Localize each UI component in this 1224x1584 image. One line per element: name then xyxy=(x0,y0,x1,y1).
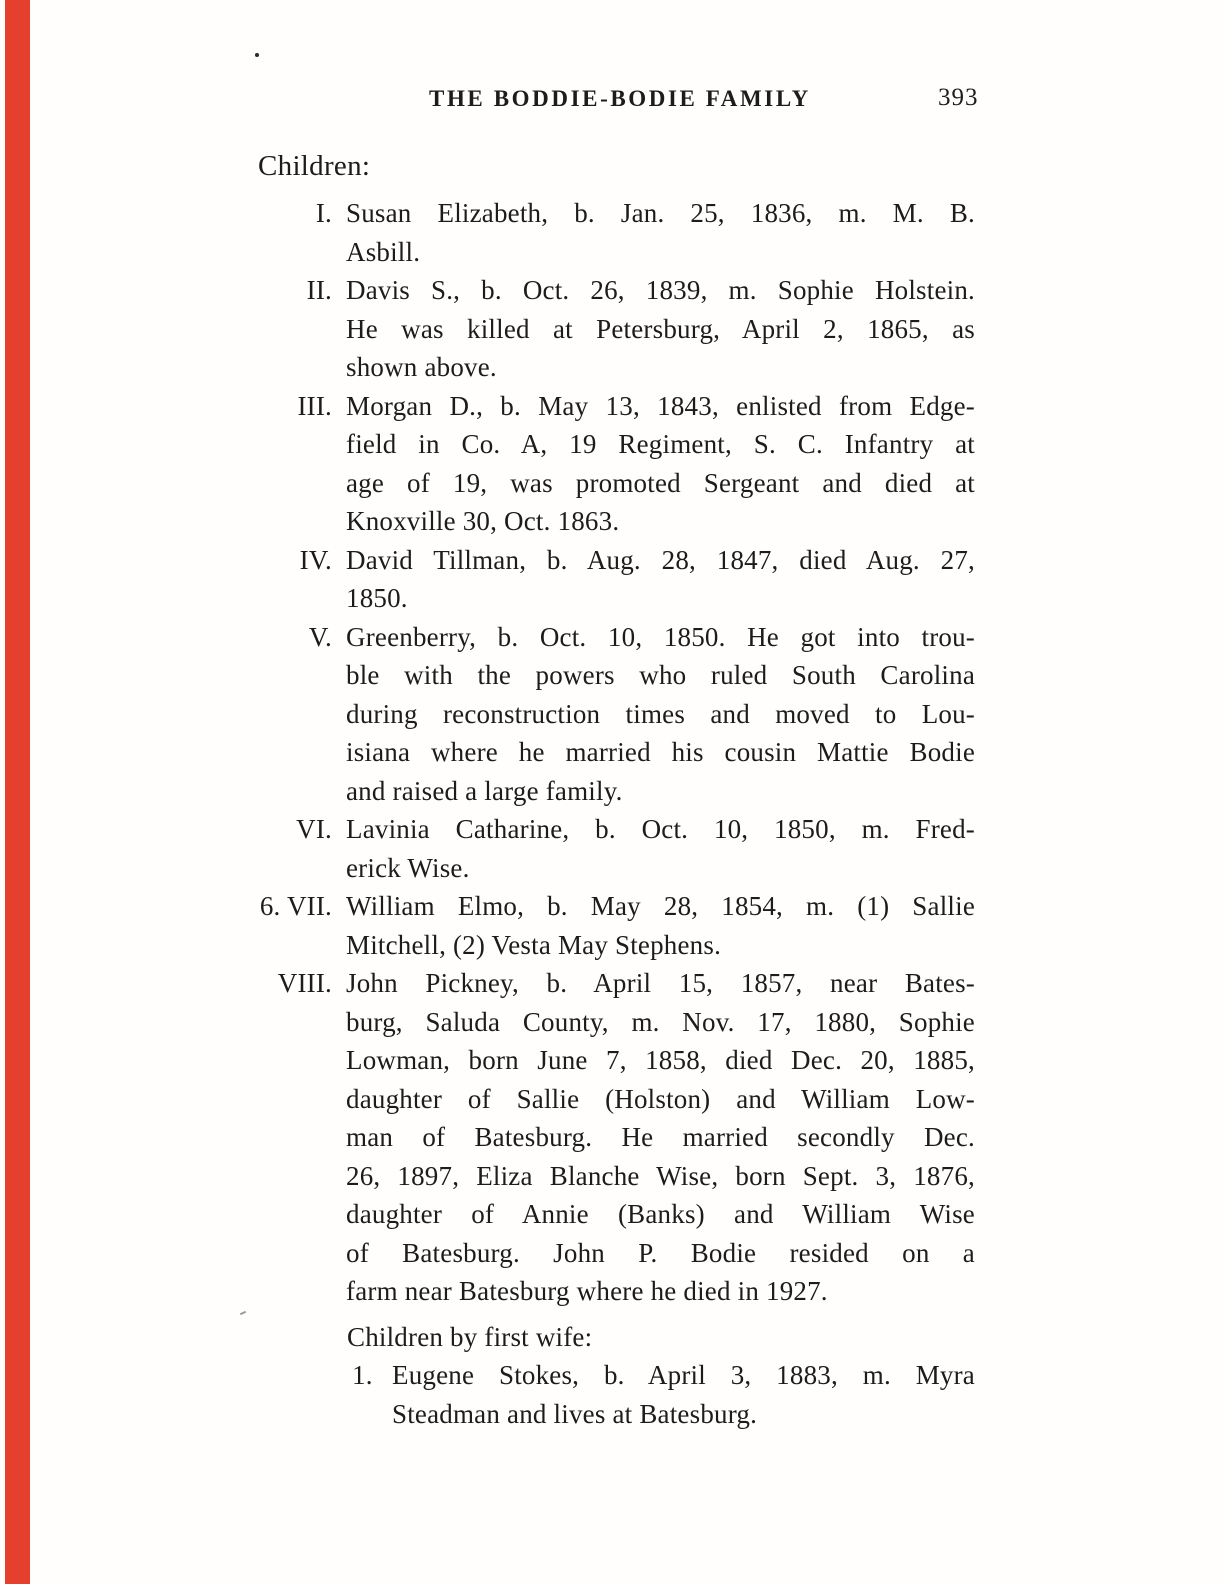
entry-numeral: IV. xyxy=(299,544,332,575)
text-line: isiana where he married his cousin Mattie Bodie xyxy=(346,737,975,767)
text-line: shown above. xyxy=(346,352,497,382)
text-line: age of 19, was promoted Sergeant and died at xyxy=(346,467,975,498)
text-line: David Tillman, b. Aug. 28, 1847, died Aug. 27, xyxy=(346,544,975,575)
entry-text xyxy=(346,271,975,387)
text-line: Greenberry, b. Oct. 10, 1850. He got into trou- xyxy=(346,621,975,652)
list-item xyxy=(182,887,992,964)
entry-numeral: V. xyxy=(308,621,332,652)
text-line: of Batesburg. John P. Bodie resided on a xyxy=(346,1237,975,1268)
text-line: field in Co. A, 19 Regiment, S. C. Infantry at xyxy=(346,429,975,459)
entry-numeral: VIII. xyxy=(277,968,332,998)
entry-numeral: II. xyxy=(306,275,332,305)
text-line: Asbill. xyxy=(346,236,421,267)
text-line: Steadman and lives at Batesburg. xyxy=(392,1398,758,1429)
text-line: daughter of Annie (Banks) and William Wise xyxy=(346,1199,975,1229)
text-line: Lowman, born June 7, 1858, died Dec. 20, 1885, xyxy=(346,1045,975,1075)
scan-edge-stripe xyxy=(5,0,30,1584)
text-line: William Elmo, b. May 28, 1854, m. (1) Sallie xyxy=(346,891,975,921)
text-line: erick Wise. xyxy=(346,852,470,883)
running-header-title: THE BODDIE-BODIE FAMILY xyxy=(429,86,811,111)
text-line: John Pickney, b. April 15, 1857, near Bates- xyxy=(346,968,975,998)
list-item xyxy=(182,964,992,1311)
text-line: farm near Batesburg where he died in 1927. xyxy=(346,1276,828,1306)
sub-item-number: 1. xyxy=(352,1360,373,1390)
list-item xyxy=(182,194,992,271)
text-line: 1850. xyxy=(346,583,408,613)
entry-text xyxy=(346,810,975,887)
text-line: daughter of Sallie (Holston) and William Low- xyxy=(346,1083,975,1114)
text-line: man of Batesburg. He married secondly Dec. xyxy=(346,1122,975,1152)
list-item xyxy=(182,810,992,887)
list-item xyxy=(182,387,992,541)
ink-speck xyxy=(255,53,259,57)
text-line: Susan Elizabeth, b. Jan. 25, 1836, m. M. B. xyxy=(346,198,975,228)
entry-text xyxy=(346,194,975,271)
entry-text xyxy=(346,887,975,964)
entry-text xyxy=(346,387,975,541)
text-line: Eugene Stokes, b. April 3, 1883, m. Myra xyxy=(392,1360,975,1390)
list-item xyxy=(182,271,992,387)
section-heading-children: Children: xyxy=(258,150,371,182)
sub-item-text xyxy=(392,1356,975,1433)
text-line: during reconstruction times and moved to Lou- xyxy=(346,698,975,729)
text-line: and raised a large family. xyxy=(346,775,623,806)
text-line: Knoxville 30, Oct. 1863. xyxy=(346,506,620,536)
entry-text xyxy=(346,964,975,1311)
subsection-heading: Children by first wife: xyxy=(347,1321,593,1352)
entry-numeral: III. xyxy=(297,390,332,421)
text-line: Davis S., b. Oct. 26, 1839, m. Sophie Holstein. xyxy=(346,275,975,305)
children-list xyxy=(182,194,992,1433)
text-line: Lavinia Catharine, b. Oct. 10, 1850, m. Fred- xyxy=(346,814,975,844)
entry-numeral: VI. xyxy=(296,814,332,844)
entry-text xyxy=(346,541,975,618)
text-line: burg, Saluda County, m. Nov. 17, 1880, Sophie xyxy=(346,1006,975,1037)
entry-numeral: I. xyxy=(315,198,332,228)
list-item xyxy=(182,541,992,618)
list-item xyxy=(182,618,992,811)
text-line: 26, 1897, Eliza Blanche Wise, born Sept. 3, 1876, xyxy=(346,1160,975,1191)
entry-numeral: 6. VII. xyxy=(259,891,332,921)
text-line: ble with the powers who ruled South Carolina xyxy=(346,660,975,690)
text-line: Mitchell, (2) Vesta May Stephens. xyxy=(346,929,722,960)
sub-list-item xyxy=(352,1356,992,1433)
text-line: Morgan D., b. May 13, 1843, enlisted from Edge- xyxy=(346,390,975,421)
entry-text xyxy=(346,618,975,811)
page-number: 393 xyxy=(938,84,979,111)
text-line: He was killed at Petersburg, April 2, 1865, as xyxy=(346,313,975,344)
